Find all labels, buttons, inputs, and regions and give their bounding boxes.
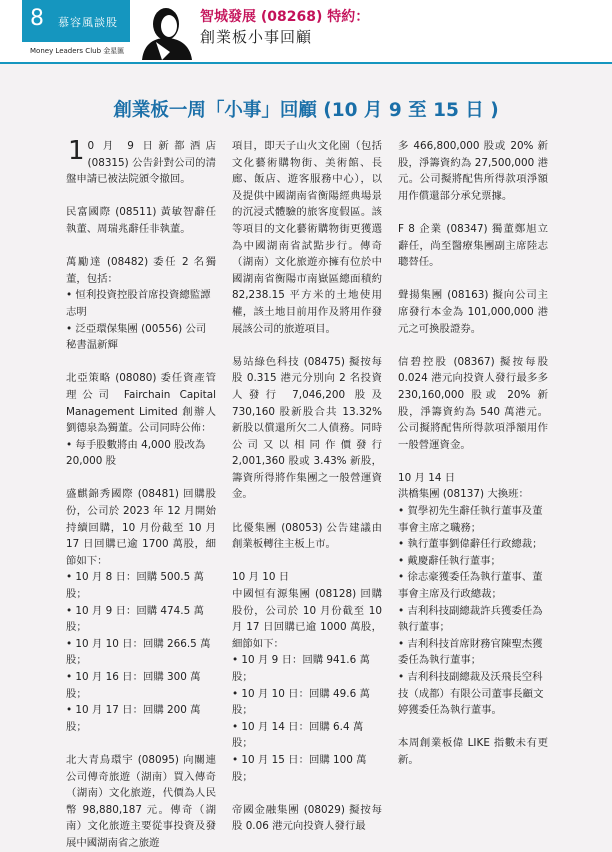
article-title: 創業板一周「小事」回顧 (10 月 9 至 15 日 )	[113, 100, 499, 121]
date-heading: 10 月 10 日	[232, 571, 290, 584]
article-column-1	[66, 138, 216, 852]
bullet-item: • 吉利科技副總裁及沃飛長空科技（成都）有限公司董事長顧文婷獲委任為執行董事。	[398, 671, 544, 717]
article-column-2	[232, 138, 382, 835]
drop-cap: 1	[68, 136, 85, 166]
paragraph: 比優集團 (08053) 公告建議由創業板轉往主板上市。	[232, 521, 382, 551]
bullet-item: • 10 月 9 日：回購 941.6 萬股；	[232, 654, 370, 683]
page-header	[0, 0, 612, 62]
paragraph: 北亞策略 (08080) 委任資產管理公司 Fairchain Capital Management Limited 創辦人劉德泉為獨董。公司同時公佈：	[66, 372, 216, 435]
paragraph: 聲揚集團 (08163) 擬向公司主席發行本金為 101,000,000 港元之可換股證券。	[398, 289, 548, 335]
paragraph: 洪橋集團 (08137) 大換班：	[398, 488, 529, 501]
paragraph: 萬勵達 (08482) 委任 2 名獨董，包括：	[66, 256, 216, 285]
bullet-item: • 每手股數將由 4,000 股改為 20,000 股	[66, 438, 206, 468]
bullet-item: • 10 月 10 日：回購 266.5 萬股；	[66, 637, 211, 667]
paragraph: 本周創業板偉 LIKE 指數未有更新。	[398, 737, 548, 766]
bullet-item: • 戴慶辭任執行董事；	[398, 554, 501, 567]
header-divider	[0, 62, 612, 64]
bullet-item: • 10 月 14 日：回購 6.4 萬股；	[232, 720, 364, 750]
page-number: 8	[30, 6, 44, 31]
paragraph: F 8 企業 (08347) 獨董鄭旭立辭任，尚至醫療集團副主席陸志聰替任。	[398, 222, 548, 269]
bullet-item: • 10 月 17 日：回購 200 萬股；	[66, 704, 201, 733]
sponsor-subtitle: 創業板小事回顧	[200, 28, 313, 46]
bullet-item: • 執行董事劉偉辭任行政總裁；	[398, 538, 543, 551]
paragraph: 民富國際 (08511) 黃敏智辭任執董、周瑞兆辭任非執董。	[66, 206, 216, 235]
date-heading: 10 月 14 日	[398, 471, 456, 484]
bullet-item: • 吉利科技首席財務官陳聖杰獲委任為執行董事；	[398, 637, 543, 667]
bullet-item: • 徐志豪獲委任為執行董事、董事會主席及行政總裁；	[398, 571, 543, 601]
column-subtitle: Money Leaders Club 金星匯	[30, 47, 125, 55]
bullet-item: • 10 月 16 日：回購 300 萬股；	[66, 671, 201, 700]
paragraph: 中國恒有源集團 (08128) 回購股份，公司於 10 月份截至 10 月 17 日回購已逾 1000 萬股，細節如下：	[232, 588, 382, 650]
sponsor-title: 智城發展 (08268) 特約：	[200, 9, 370, 25]
bullet-item: • 泛亞環保集團 (00556) 公司秘書温新輝	[66, 322, 207, 352]
paragraph: 帝國金融集團 (08029) 擬按每股 0.06 港元向投資人發行最	[232, 803, 382, 833]
paragraph: 北大青鳥環宇 (08095) 向關連公司傳奇旅遊（湖南）買入傳奇（湖南）文化旅遊，代價為人民幣 98,880,187 元。傳奇（湖南）文化旅遊主要從事投資及發展中國湖南省之旅遊	[66, 753, 216, 849]
bullet-item: • 吉利科技副總裁許兵獲委任為執行董事；	[398, 604, 543, 634]
bullet-item: • 賀學初先生辭任執行董事及董事會主席之職務；	[398, 505, 543, 534]
column-name: 慕容風談股	[58, 16, 118, 29]
bullet-item: • 10 月 10 日：回購 49.6 萬股；	[232, 687, 370, 717]
columnist-portrait	[136, 2, 194, 60]
paragraph: 多 466,800,000 股或 20% 新股，淨籌資約為 27,500,000 港元。公司擬將配售所得款項淨額用作償還部分承兌票據。	[398, 140, 548, 202]
paragraph: 易站綠色科技 (08475) 擬按每股 0.315 港元分別向 2 名投資人發行 7,046,200 股及 730,160 股新股合共 13.32% 新股以償還所欠二人債務。同時公司又以相同作價發行 2,001,360 股或 3.43% 新股，籌資所得將作集團之一般營運資金。	[232, 355, 382, 501]
bullet-item: • 恒利投資控股首席投資總監譚志明	[66, 289, 211, 318]
paragraph: 項目，即天子山火文化園（包括文化藝術購物街、美術館、長廊、飯店、遊客服務中心），以及提供中國湖南省衡陽經典場景的沉浸式體驗的旅客度假區。該等項目的文化藝術購物街更獲選為中國湖南省試點步行。傳奇（湖南）文化旅遊亦擁有位於中國湖南省衡陽市南嶽區總面積約 82,238.15 平方米的土地使用權，該土地目前用作及將用作發展該公司的旅遊項目。	[232, 140, 382, 335]
bullet-item: • 10 月 8 日：回購 500.5 萬股；	[66, 571, 204, 601]
article-column-3	[398, 138, 548, 769]
paragraph: 1 0 月 9 日新都酒店 (08315) 公告針對公司的清盤申請已被法院頒令撤回。	[66, 136, 216, 186]
bullet-item: • 10 月 15 日：回購 100 萬股；	[232, 753, 367, 783]
paragraph: 信碧控股 (08367) 擬按每股 0.024 港元向投資人發行最多多 230,160,000 股或 20% 新股，淨籌資約為 540 萬港元。公司擬將配售所得款項淨額用作一般營運資金。	[398, 355, 548, 451]
paragraph: 盛麒錦秀國際 (08481) 回購股份，公司於 2023 年 12 月開始持續回購，10 月份截至 10 月 17 日回購已逾 1700 萬股，細節如下：	[66, 488, 216, 567]
bullet-item: • 10 月 9 日：回購 474.5 萬股；	[66, 604, 204, 634]
